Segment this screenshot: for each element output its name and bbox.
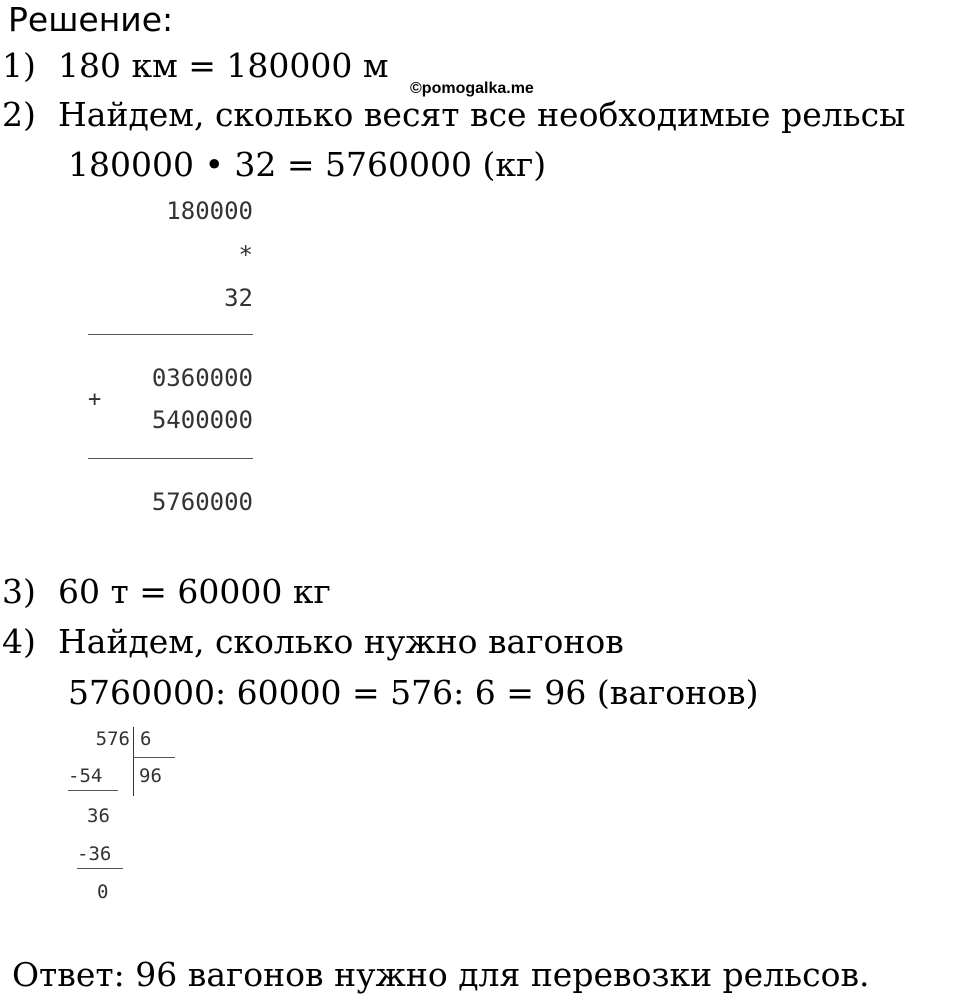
step-2-expression: 180000 • 32 = 5760000 (кг)	[68, 145, 547, 184]
mult-partial-2: 5400000	[151, 406, 253, 434]
mult-result: 5760000	[151, 488, 253, 516]
solution-heading: Решение:	[8, 0, 174, 39]
remainder-1: 36	[87, 805, 110, 827]
subtrahend-1-underline	[68, 790, 118, 791]
mult-partial-1: 0360000	[151, 364, 253, 392]
divisor-underline	[133, 757, 175, 758]
step-3-text: 60 т = 60000 кг	[58, 572, 331, 611]
mult-operator: *	[238, 241, 253, 269]
step-3-number: 3)	[2, 572, 36, 611]
mult-divider-line	[88, 334, 253, 335]
remainder-final: 0	[97, 881, 109, 903]
step-1-number: 1)	[2, 46, 36, 85]
step-2-number: 2)	[2, 95, 36, 134]
subtrahend-1: -54	[68, 765, 103, 787]
plus-sign: +	[88, 387, 102, 412]
mult-factor-1: 180000	[166, 197, 253, 225]
division-vertical-line	[133, 727, 134, 796]
step-2-text: Найдем, сколько весят все необходимые рельсы	[58, 95, 906, 134]
quotient: 96	[139, 765, 162, 787]
subtrahend-2: -36	[77, 843, 112, 865]
divisor: 6	[140, 728, 152, 750]
step-4-number: 4)	[2, 622, 36, 661]
step-4-expression: 5760000: 60000 = 576: 6 = 96 (вагонов)	[68, 673, 759, 712]
dividend: 576	[95, 728, 130, 750]
step-1-text: 180 км = 180000 м	[58, 46, 389, 85]
sum-divider-line	[88, 458, 253, 459]
watermark: ©pomogalka.me	[410, 80, 534, 97]
step-4-text: Найдем, сколько нужно вагонов	[58, 622, 624, 661]
mult-factor-2: 32	[224, 284, 253, 312]
answer: Ответ: 96 вагонов нужно для перевозки рельсов.	[12, 955, 870, 994]
subtrahend-2-underline	[77, 868, 123, 869]
